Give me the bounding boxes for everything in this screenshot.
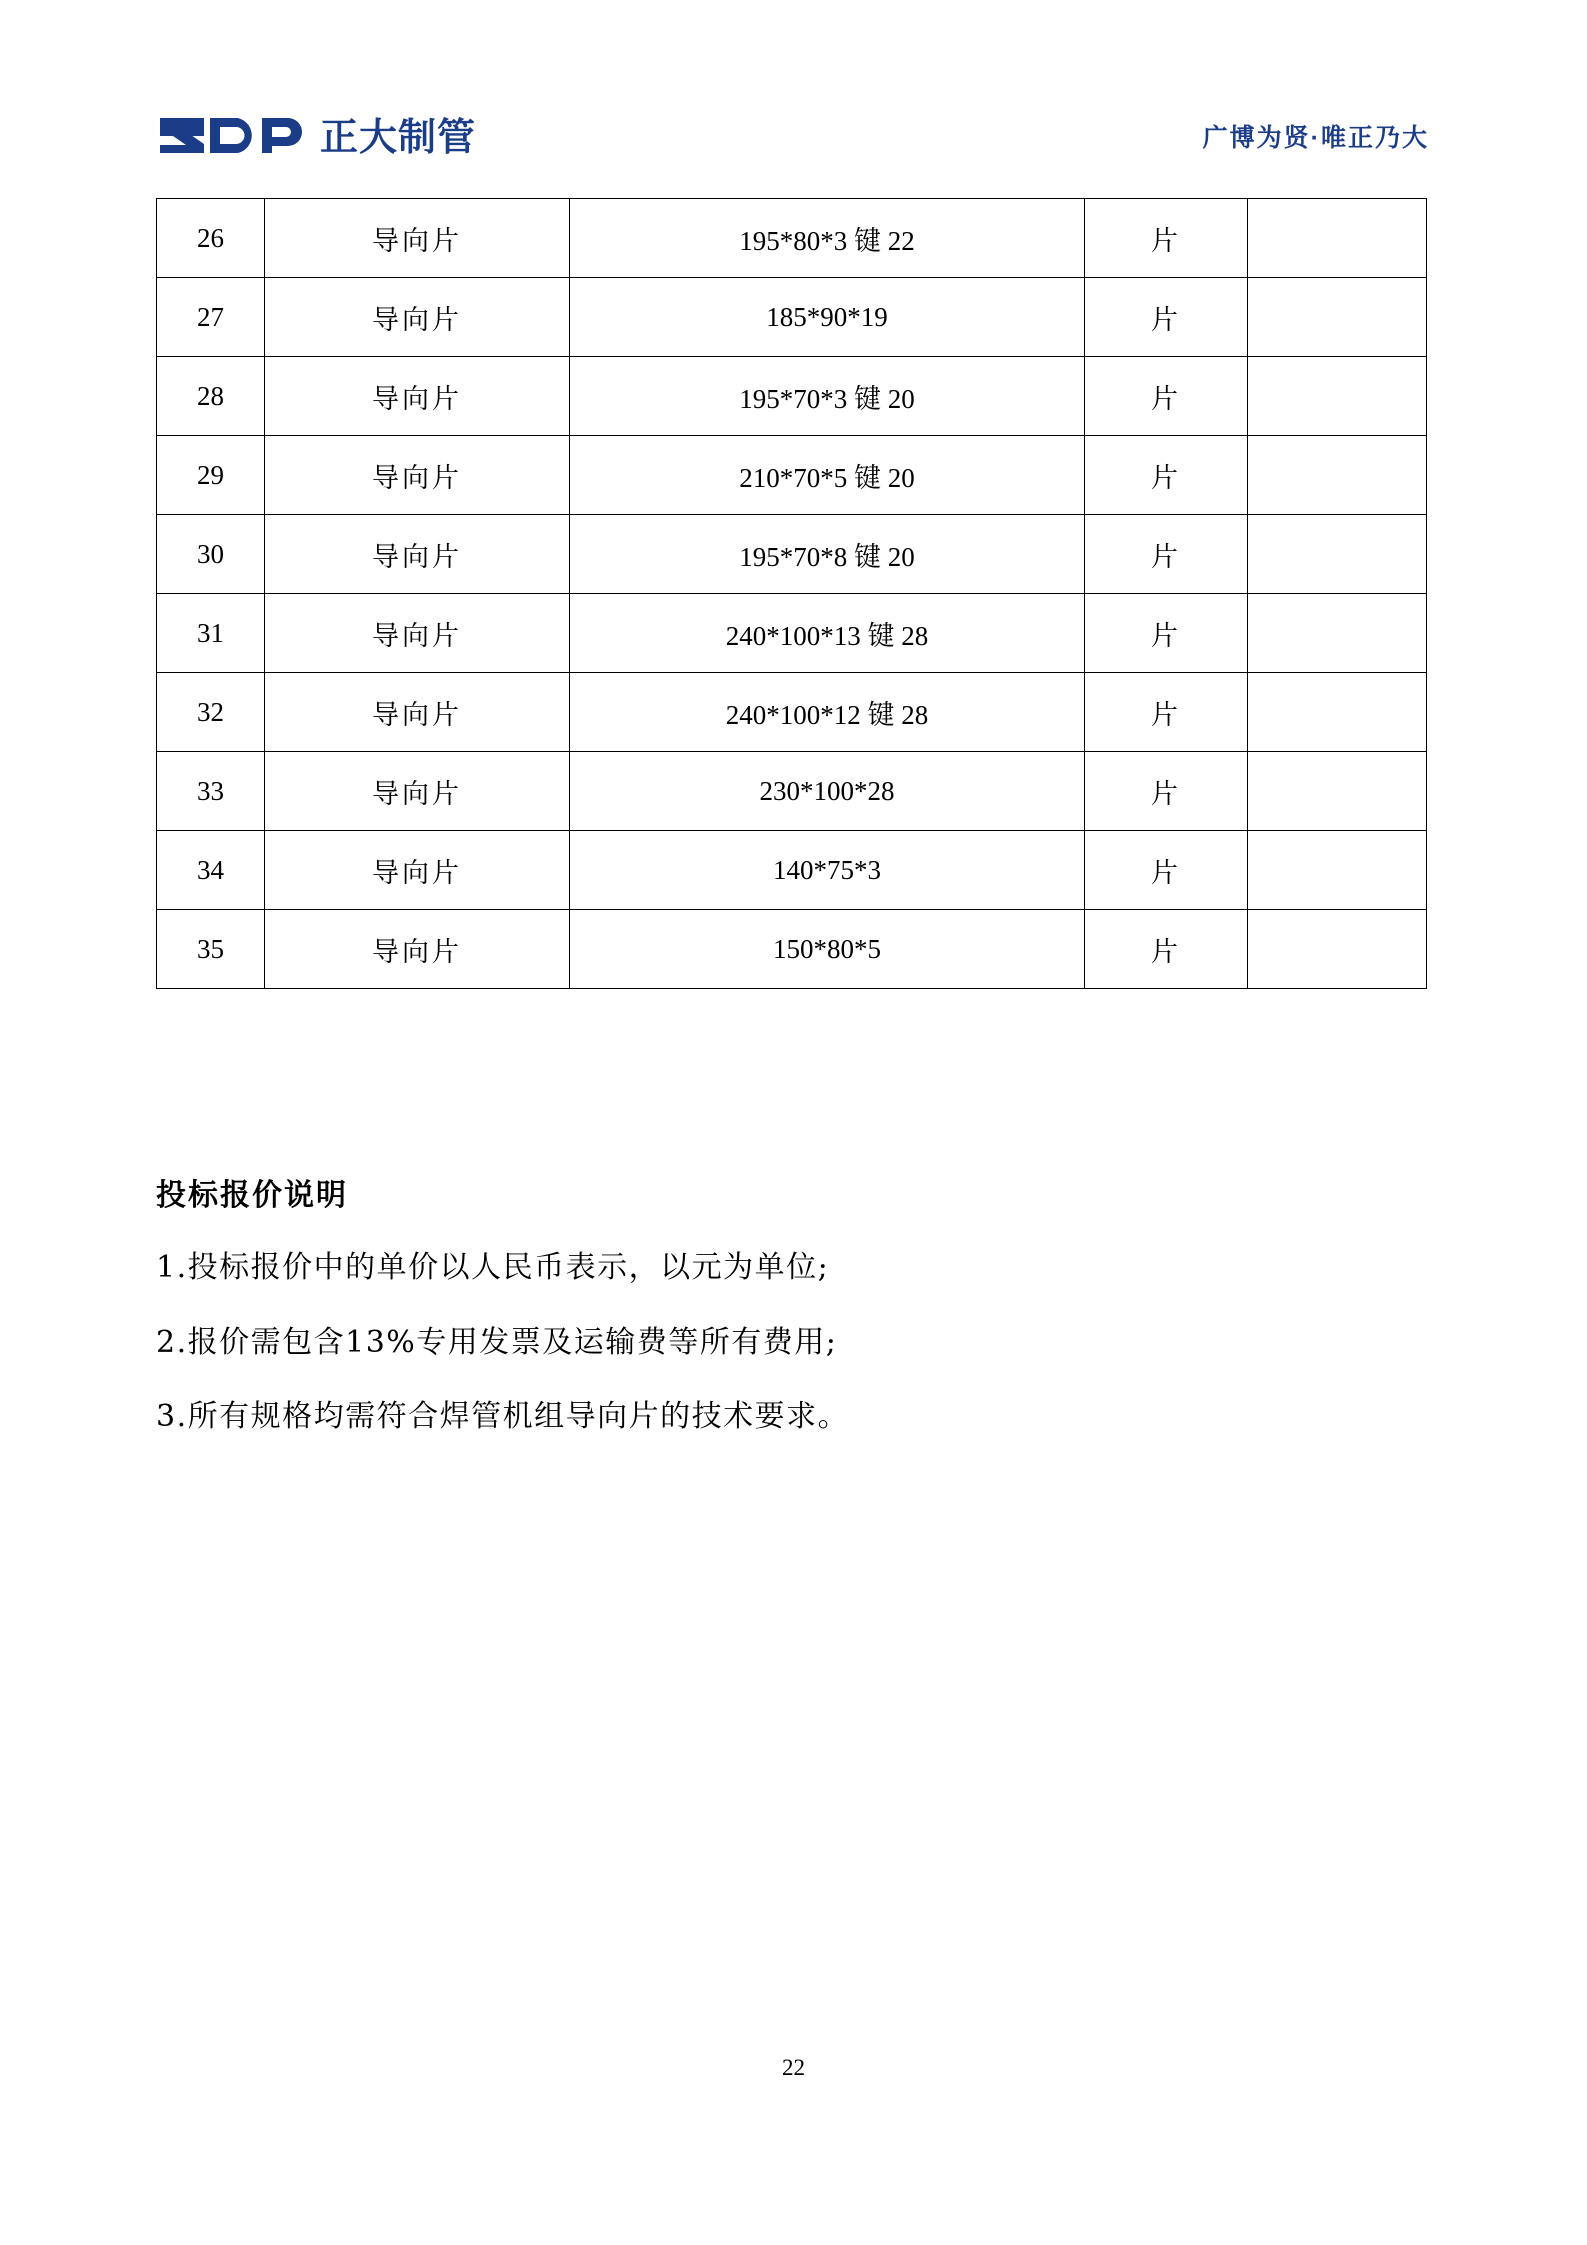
notes-title: 投标报价说明: [156, 1178, 348, 1213]
cell-index: 34: [157, 831, 265, 910]
cell-name: 导向片: [265, 436, 570, 515]
table-row: [157, 278, 1427, 357]
cell-unit: 片: [1085, 752, 1248, 831]
cell-qty: [1248, 752, 1427, 831]
table-row: [157, 673, 1427, 752]
cell-index: 33: [157, 752, 265, 831]
table-row: [157, 752, 1427, 831]
cell-name: 导向片: [265, 910, 570, 989]
cell-unit: 片: [1085, 831, 1248, 910]
cell-name: 导向片: [265, 673, 570, 752]
cell-name: 导向片: [265, 278, 570, 357]
cell-qty: [1248, 831, 1427, 910]
company-name: 正大制管: [320, 117, 477, 159]
cell-index: 27: [157, 278, 265, 357]
cell-spec: 210*70*5 键 20: [570, 436, 1085, 515]
table-row: [157, 199, 1427, 278]
cell-spec: 195*70*8 键 20: [570, 515, 1085, 594]
bid-quotation-notes: [156, 1170, 1436, 1472]
cell-qty: [1248, 436, 1427, 515]
cell-spec: 185*90*19: [570, 278, 1085, 357]
cell-index: 29: [157, 436, 265, 515]
table-row: [157, 594, 1427, 673]
cell-spec: 140*75*3: [570, 831, 1085, 910]
cell-qty: [1248, 910, 1427, 989]
cell-qty: [1248, 278, 1427, 357]
cell-qty: [1248, 515, 1427, 594]
cell-qty: [1248, 199, 1427, 278]
company-logo: [158, 114, 476, 163]
page-header: [158, 108, 1429, 168]
cell-unit: 片: [1085, 594, 1248, 673]
cell-name: 导向片: [265, 594, 570, 673]
table-row: [157, 831, 1427, 910]
cell-unit: 片: [1085, 278, 1248, 357]
cell-unit: 片: [1085, 673, 1248, 752]
table-row: [157, 515, 1427, 594]
cell-index: 35: [157, 910, 265, 989]
cell-unit: 片: [1085, 436, 1248, 515]
notes-item-2: 2.报价需包含13%专用发票及运输费等所有费用;: [156, 1324, 838, 1360]
cell-index: 30: [157, 515, 265, 594]
cell-qty: [1248, 357, 1427, 436]
company-slogan: 广博为贤·唯正乃大: [1202, 123, 1429, 152]
cell-index: 31: [157, 594, 265, 673]
table-row: [157, 910, 1427, 989]
cell-name: 导向片: [265, 752, 570, 831]
cell-spec: 240*100*13 键 28: [570, 594, 1085, 673]
cell-unit: 片: [1085, 199, 1248, 278]
cell-name: 导向片: [265, 831, 570, 910]
cell-spec: 150*80*5: [570, 910, 1085, 989]
cell-name: 导向片: [265, 199, 570, 278]
cell-spec: 195*80*3 键 22: [570, 199, 1085, 278]
spec-table-container: [156, 198, 1426, 989]
cell-spec: 195*70*3 键 20: [570, 357, 1085, 436]
cell-spec: 230*100*28: [570, 752, 1085, 831]
notes-item-3: 3.所有规格均需符合焊管机组导向片的技术要求。: [156, 1399, 850, 1434]
page-number: 22: [782, 2055, 805, 2080]
cell-qty: [1248, 594, 1427, 673]
cell-index: 28: [157, 357, 265, 436]
spec-table-body: [157, 199, 1427, 989]
cell-spec: 240*100*12 键 28: [570, 673, 1085, 752]
cell-name: 导向片: [265, 357, 570, 436]
cell-unit: 片: [1085, 357, 1248, 436]
zdp-logo-icon: [158, 114, 308, 163]
table-row: [157, 357, 1427, 436]
cell-name: 导向片: [265, 515, 570, 594]
cell-index: 32: [157, 673, 265, 752]
cell-qty: [1248, 673, 1427, 752]
spec-table: [156, 198, 1427, 989]
cell-unit: 片: [1085, 910, 1248, 989]
cell-index: 26: [157, 199, 265, 278]
table-row: [157, 436, 1427, 515]
notes-item-1: 1.投标报价中的单价以人民币表示，以元为单位;: [156, 1250, 830, 1285]
cell-unit: 片: [1085, 515, 1248, 594]
